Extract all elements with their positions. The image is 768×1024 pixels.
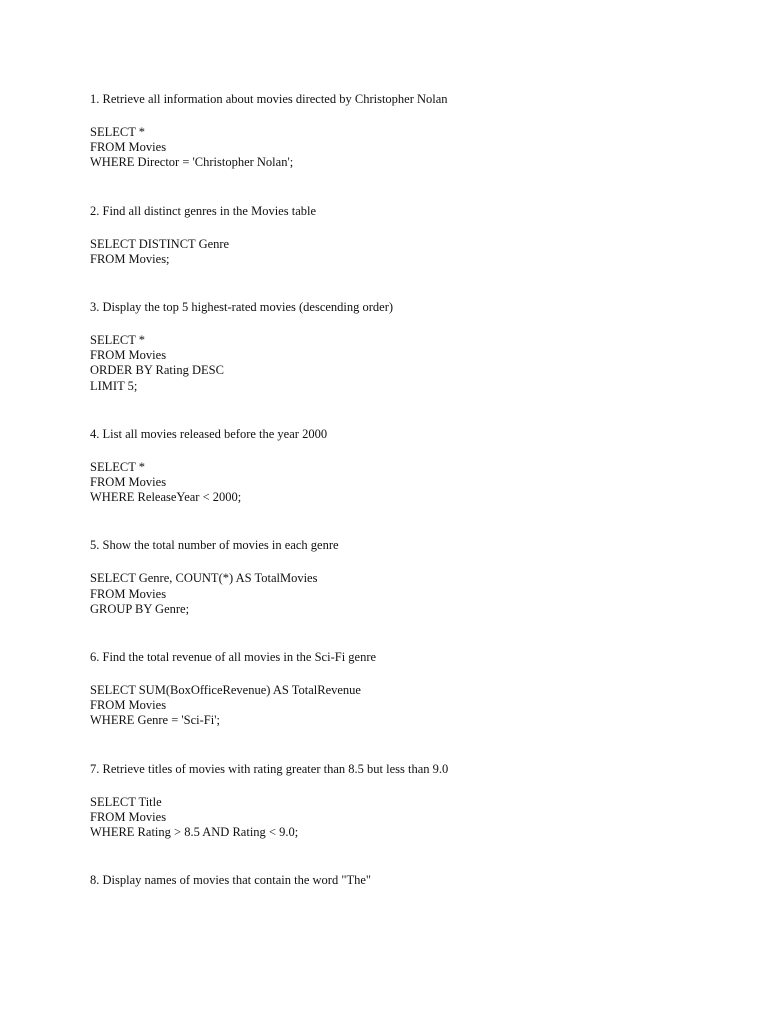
question-block-7 [90, 762, 730, 841]
question-prompt: 7. Retrieve titles of movies with rating greater than 8.5 but less than 9.0 [90, 761, 449, 776]
sql-line: FROM Movies [90, 348, 167, 363]
question-block-8 [90, 873, 730, 888]
question-block-5 [90, 538, 730, 617]
question-prompt: 2. Find all distinct genres in the Movies table [90, 203, 317, 218]
sql-query [90, 683, 730, 729]
sql-line: WHERE Genre = 'Sci-Fi'; [90, 713, 220, 728]
sql-line: FROM Movies [90, 698, 167, 713]
question-block-6 [90, 650, 730, 729]
sql-line: SELECT SUM(BoxOfficeRevenue) AS TotalRevenue [90, 683, 361, 698]
sql-line: FROM Movies; [90, 251, 170, 266]
sql-line: ORDER BY Rating DESC [90, 363, 224, 378]
question-prompt: 5. Show the total number of movies in each genre [90, 538, 339, 553]
sql-line: SELECT Title [90, 794, 162, 809]
sql-query [90, 333, 730, 394]
sql-line: LIMIT 5; [90, 378, 138, 393]
question-prompt: 4. List all movies released before the year 2000 [90, 426, 328, 441]
document-page [90, 92, 730, 921]
sql-query [90, 571, 730, 617]
sql-line: SELECT Genre, COUNT(*) AS TotalMovies [90, 571, 318, 586]
question-block-1 [90, 92, 730, 171]
sql-line: SELECT DISTINCT Genre [90, 236, 230, 251]
sql-line: FROM Movies [90, 475, 167, 490]
sql-line: FROM Movies [90, 586, 167, 601]
question-block-2 [90, 204, 730, 267]
sql-query [90, 125, 730, 171]
sql-line: WHERE ReleaseYear < 2000; [90, 490, 242, 505]
question-prompt: 1. Retrieve all information about movies directed by Christopher Nolan [90, 92, 448, 106]
sql-line: WHERE Rating > 8.5 AND Rating < 9.0; [90, 825, 299, 840]
question-prompt: 6. Find the total revenue of all movies in the Sci-Fi genre [90, 650, 377, 665]
sql-line: WHERE Director = 'Christopher Nolan'; [90, 155, 294, 170]
sql-line: GROUP BY Genre; [90, 601, 190, 616]
sql-line: FROM Movies [90, 809, 167, 824]
sql-line: SELECT * [90, 125, 145, 139]
question-prompt: 3. Display the top 5 highest-rated movies (descending order) [90, 300, 394, 315]
question-prompt: 8. Display names of movies that contain the word "The" [90, 873, 371, 888]
sql-line: SELECT * [90, 459, 145, 474]
sql-line: SELECT * [90, 333, 145, 348]
sql-query [90, 460, 730, 506]
sql-line: FROM Movies [90, 140, 167, 155]
question-block-3 [90, 300, 730, 394]
sql-query [90, 237, 730, 267]
question-block-4 [90, 427, 730, 506]
sql-query [90, 795, 730, 841]
